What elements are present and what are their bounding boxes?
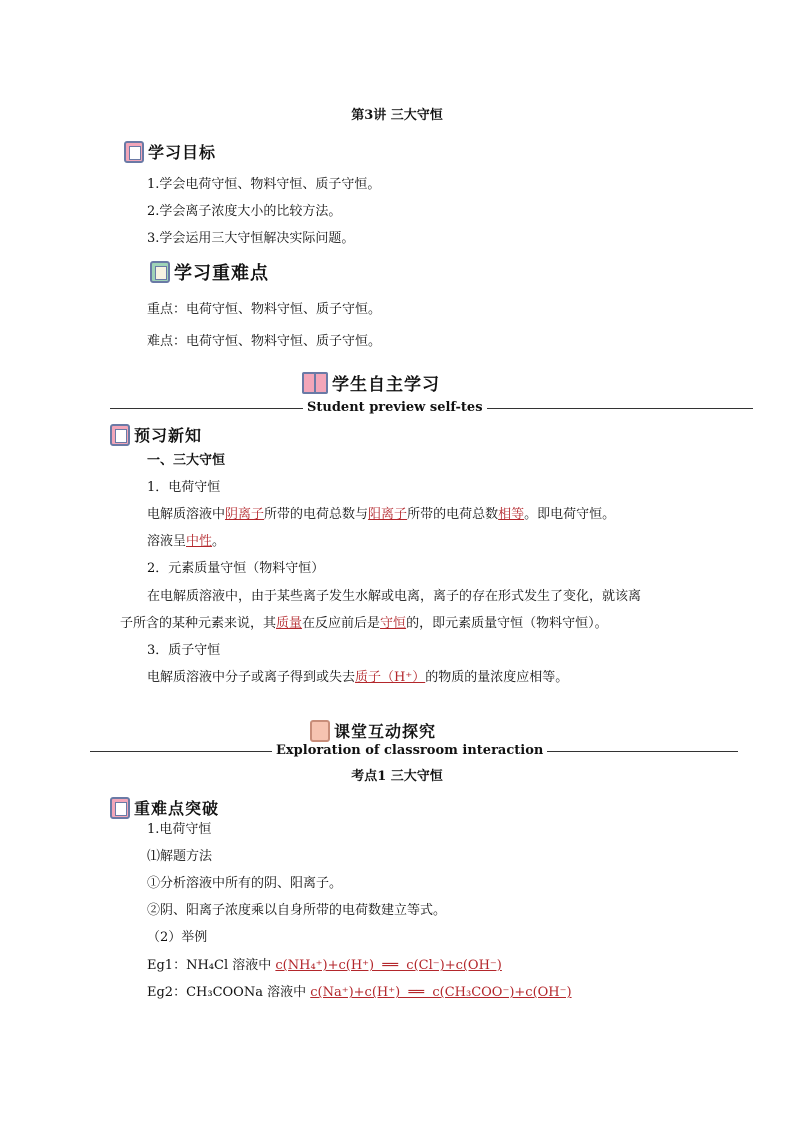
preview-heading: 预习新知 — [134, 426, 203, 445]
text-run: Eg2：CH₃COONa 溶液中 — [147, 985, 307, 1000]
breakthrough-icon — [110, 797, 130, 819]
mass-line-1: 在电解质溶液中，由于某些离子发生水解或电离，离子的存在形式发生了变化，就该离 — [147, 589, 642, 604]
goals-header — [124, 140, 216, 163]
goal-item-3: 3.学会运用三大守恒解决实际问题。 — [147, 231, 355, 246]
proton-paragraph — [147, 669, 568, 687]
text-run: 溶液呈 — [147, 534, 187, 549]
answer-cation: 阳离子 — [368, 507, 408, 522]
preview-note-icon — [110, 424, 130, 446]
answer-mass: 质量 — [276, 616, 303, 631]
mass-title: 2．元素质量守恒（物料守恒） — [147, 561, 325, 576]
charge-cons-title: 1.电荷守恒 — [147, 822, 212, 837]
step-2: ②阴、阳离子浓度乘以自身所带的电荷数建立等式。 — [147, 903, 447, 918]
charge-paragraph — [147, 506, 615, 524]
example-title: （2）举例 — [147, 930, 208, 945]
preview-header — [110, 423, 202, 446]
kaodian-title: 考点1 三大守恒 — [351, 769, 443, 784]
example-2 — [147, 984, 572, 1002]
equation-2: c(Na⁺)+c(H⁺) ══ c(CH₃COO⁻)+c(OH⁻) — [310, 985, 572, 1000]
banner1-header — [302, 370, 440, 395]
text-run: 电解质溶液中 — [147, 507, 226, 522]
equation-1: c(NH₄⁺)+c(H⁺) ══ c(Cl⁻)+c(OH⁻) — [275, 958, 502, 973]
text-run: 。即电荷守恒。 — [524, 507, 616, 522]
banner2-header — [310, 719, 436, 742]
difficult-heading: 重难点突破 — [134, 799, 220, 818]
goals-heading: 学习目标 — [148, 143, 217, 162]
answer-neutral: 中性 — [186, 534, 213, 549]
banner2-subtitle: Exploration of classroom interaction — [272, 743, 547, 758]
charge-title: 1．电荷守恒 — [147, 480, 221, 495]
difficulty-text: 难点：电荷守恒、物料守恒、质子守恒。 — [147, 334, 382, 349]
classroom-icon — [310, 720, 330, 742]
method-title: ⑴解题方法 — [147, 849, 213, 864]
keypoints-notebook-icon — [150, 261, 170, 283]
text-run: 子所含的某种元素来说，其 — [120, 616, 277, 631]
focus-text: 重点：电荷守恒、物料守恒、质子守恒。 — [147, 302, 382, 317]
page-title: 第3讲 三大守恒 — [351, 108, 443, 123]
keypoints-header — [150, 259, 269, 285]
proton-title: 3．质子守恒 — [147, 643, 221, 658]
banner2-title: 课堂互动探究 — [334, 722, 437, 741]
text-run: 在反应前后是 — [302, 616, 381, 631]
mass-line-2 — [120, 615, 608, 633]
open-book-icon — [302, 372, 328, 394]
answer-equal: 相等 — [498, 507, 525, 522]
text-run: Eg1：NH₄Cl 溶液中 — [147, 958, 272, 973]
step-1: ①分析溶液中所有的阴、阳离子。 — [147, 876, 343, 891]
goals-book-icon — [124, 141, 144, 163]
text-run: 所带的电荷总数与 — [264, 507, 369, 522]
text-run: 的物质的量浓度应相等。 — [425, 670, 569, 685]
answer-proton: 质子（H⁺） — [355, 670, 426, 685]
text-run: 的，即元素质量守恒（物料守恒）。 — [406, 616, 608, 631]
text-run: 。 — [212, 534, 226, 549]
banner1-subtitle: Student preview self-tes — [303, 400, 487, 415]
section-heading: 一、三大守恒 — [147, 453, 226, 468]
text-run: 所带的电荷总数 — [407, 507, 499, 522]
answer-anion: 阴离子 — [225, 507, 265, 522]
keypoints-heading: 学习重难点 — [174, 263, 269, 284]
neutral-line — [147, 533, 225, 551]
banner1-title: 学生自主学习 — [332, 375, 440, 395]
text-run: 电解质溶液中分子或离子得到或失去 — [147, 670, 356, 685]
difficult-header — [110, 796, 219, 819]
goal-item-2: 2.学会离子浓度大小的比较方法。 — [147, 204, 342, 219]
answer-conserved: 守恒 — [380, 616, 407, 631]
example-1 — [147, 957, 502, 975]
goal-item-1: 1.学会电荷守恒、物料守恒、质子守恒。 — [147, 177, 381, 192]
